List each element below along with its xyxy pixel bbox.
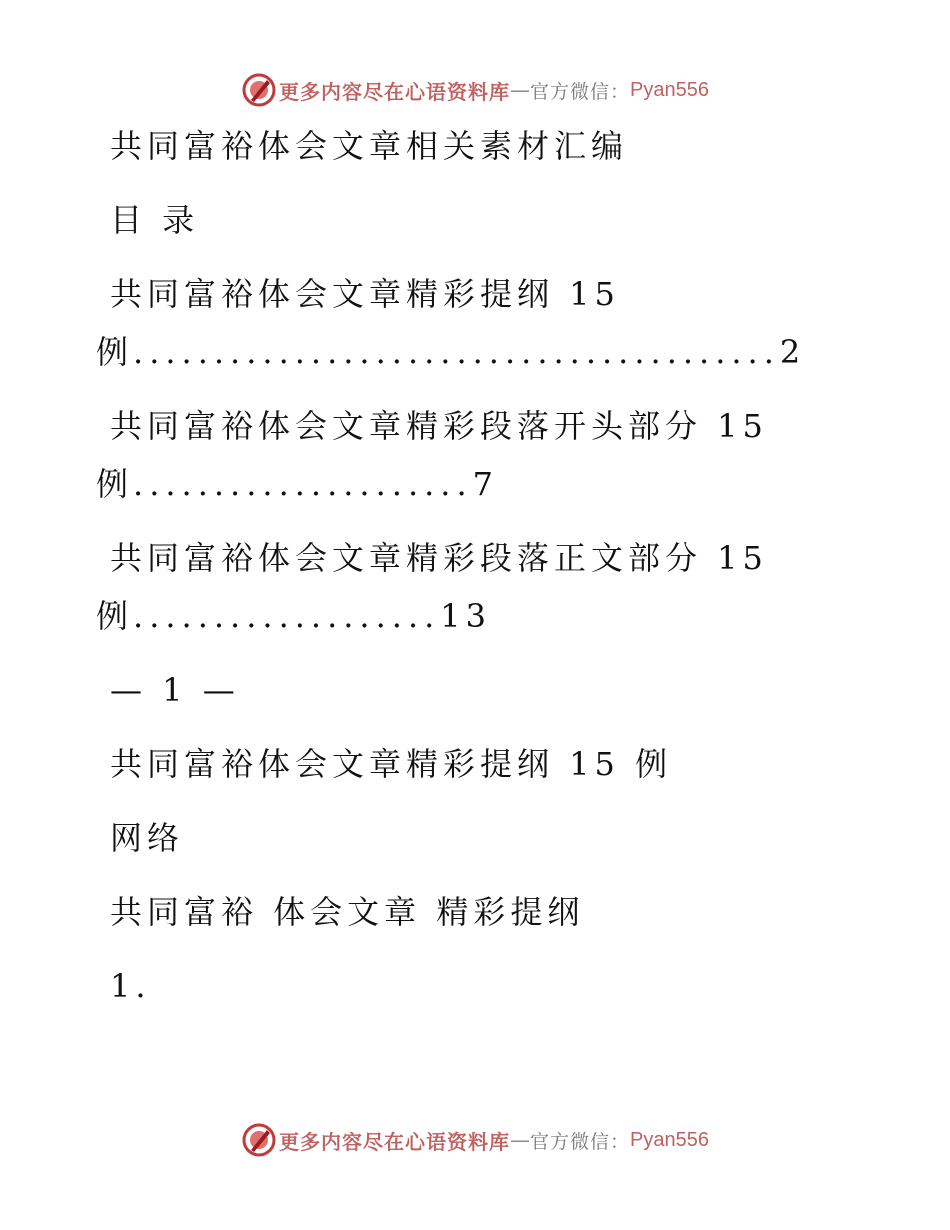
pen-logo-icon xyxy=(241,72,277,108)
toc-entry-leader[interactable] xyxy=(96,596,491,636)
toc-entry-leader[interactable] xyxy=(96,332,805,372)
section-subtitle: 共同富裕 体会文章 精彩提纲 xyxy=(110,893,585,931)
toc-dot-leader: ................... xyxy=(133,597,441,635)
toc-dot-leader: ........................................ xyxy=(133,333,780,371)
item-number: 1. xyxy=(110,967,151,1005)
page-marker: — 1 — xyxy=(110,671,240,709)
banner-handle: Pyan556 xyxy=(630,1128,709,1151)
pen-logo-icon xyxy=(241,1122,277,1158)
banner-slogan: 更多内容尽在心语资料库 xyxy=(279,79,510,104)
header-banner xyxy=(0,70,950,110)
toc-page-number: 2 xyxy=(779,333,806,371)
toc-heading: 目 录 xyxy=(110,201,200,239)
toc-entry-cont: 例 xyxy=(96,333,134,371)
toc-entry-title[interactable]: 共同富裕体会文章精彩段落开头部分 15 xyxy=(110,407,768,445)
footer-banner xyxy=(0,1120,950,1160)
source-label: 网络 xyxy=(110,819,185,857)
banner-separator: — xyxy=(510,78,530,102)
toc-entry-cont: 例 xyxy=(96,465,134,503)
banner-contact-label: 官方微信： xyxy=(530,1130,631,1153)
section-title: 共同富裕体会文章精彩提纲 15 例 xyxy=(110,745,673,783)
banner-contact-label: 官方微信： xyxy=(530,80,631,103)
toc-page-number: 13 xyxy=(440,597,491,635)
banner-separator: — xyxy=(510,1128,530,1152)
toc-entry-title[interactable]: 共同富裕体会文章精彩段落正文部分 15 xyxy=(110,539,768,577)
banner-slogan: 更多内容尽在心语资料库 xyxy=(279,1129,510,1154)
toc-entry-leader[interactable] xyxy=(96,464,498,504)
banner-handle: Pyan556 xyxy=(630,78,709,101)
toc-page-number: 7 xyxy=(472,465,498,503)
toc-dot-leader: ..................... xyxy=(133,465,473,503)
toc-entry-cont: 例 xyxy=(96,597,134,635)
document-title: 共同富裕体会文章相关素材汇编 xyxy=(110,127,629,165)
toc-entry-title[interactable]: 共同富裕体会文章精彩提纲 15 xyxy=(110,275,620,313)
